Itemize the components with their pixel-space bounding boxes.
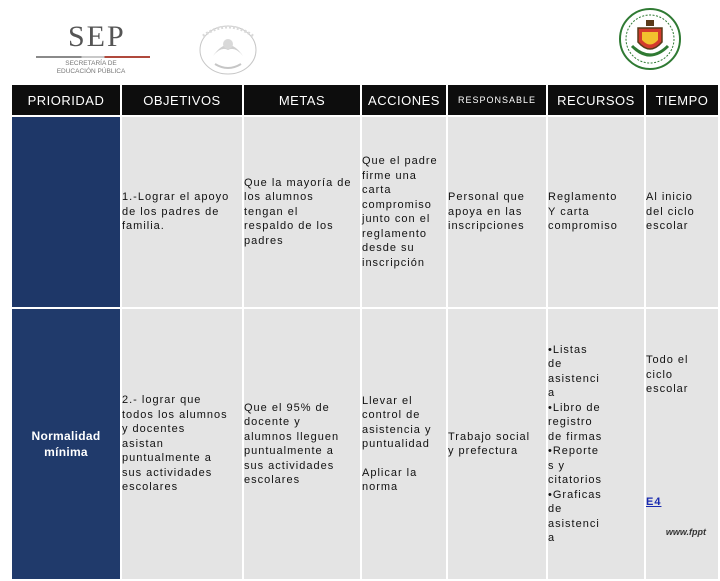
sep-logo-title: SEP [68,20,126,53]
responsible-text: Personal que apoya en las inscripciones [448,191,525,233]
resources-cell [547,308,645,580]
table-header-row [11,84,719,116]
column-header-metas: METAS [243,84,361,116]
planning-table [10,83,720,581]
school-shield-icon [618,6,682,72]
action-cell [361,308,447,580]
time-cell [645,308,719,580]
action-text: Llevar el control de asistencia y puntualidad [362,394,432,450]
national-seal-icon [185,16,271,76]
list-item: •Libro de registro de firmas [548,401,603,443]
footer-url: www.fppt [665,527,706,537]
responsible-cell [447,308,547,580]
column-header-recursos: RECURSOS [547,84,645,116]
action-text: Que el padre firme una carta compromiso junto con el reglamento desde su inscripción [362,155,438,269]
priority-cell [11,308,121,580]
sep-logo-subtitle: SECRETARÍA DE EDUCACIÓN PÚBLICA [56,60,126,75]
priority-text: Normalidad mínima [31,429,101,459]
resources-list [548,343,644,546]
table-row [11,116,719,308]
page-header [0,0,720,85]
table-row [11,308,719,580]
column-header-acciones: ACCIONES [361,84,447,116]
objective-cell [121,116,243,308]
column-header-responsable: RESPONSABLE [447,84,547,116]
list-item: •Listas de asistenci a [548,343,600,399]
column-header-objetivos: OBJETIVOS [121,84,243,116]
objective-text: 2.- lograr que todos los alumnos y docentes asistan puntualmente a sus actividades escolares [122,394,228,494]
time-text: Al inicio del ciclo escolar [646,191,695,233]
goal-text: Que la mayoría de los alumnos tengan el respaldo de los padres [244,176,352,247]
goal-cell [243,116,361,308]
responsible-cell [447,116,547,308]
time-text: Todo el ciclo escolar [646,354,689,395]
action-text: Aplicar la norma [362,466,418,493]
sep-logo-rule [36,56,150,58]
priority-cell-empty [11,116,121,308]
column-header-prioridad: PRIORIDAD [11,84,121,116]
reference-link[interactable]: E4 [646,495,662,508]
resources-text: Reglamento Y carta compromiso [548,191,618,233]
responsible-text: Trabajo social y prefectura [448,430,531,457]
time-cell [645,116,719,308]
action-cell [361,116,447,308]
list-item: •Reporte s y citatorios [548,445,603,486]
column-header-tiempo: TIEMPO [645,84,719,116]
objective-text: 1.-Lograr el apoyo de los padres de familia. [122,191,230,233]
resources-cell [547,116,645,308]
goal-text: Que el 95% de docente y alumnos lleguen puntualmente a sus actividades escolares [244,401,340,486]
objective-cell [121,308,243,580]
goal-cell [243,308,361,580]
list-item: •Graficas de asistenci a [548,488,602,544]
